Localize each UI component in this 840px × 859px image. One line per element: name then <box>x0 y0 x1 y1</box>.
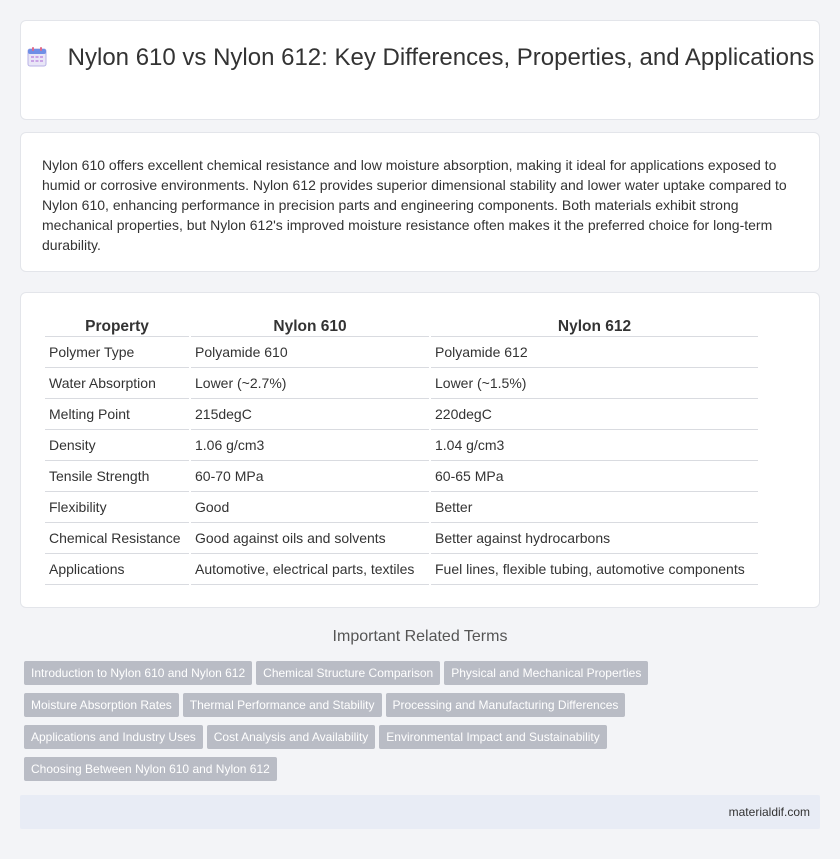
row-nylon-612-value: Better <box>431 492 758 523</box>
table-row <box>45 492 758 523</box>
header-nylon-612: Nylon 612 <box>431 316 758 337</box>
row-property: Water Absorption <box>45 368 189 399</box>
header-property: Property <box>45 316 189 337</box>
title-card <box>20 20 820 120</box>
comparison-table <box>43 316 760 585</box>
related-term-link[interactable]: Moisture Absorption Rates <box>24 693 179 717</box>
row-nylon-610-value: Polyamide 610 <box>191 337 429 368</box>
table-row <box>45 523 758 554</box>
header-nylon-610: Nylon 610 <box>191 316 429 337</box>
intro-paragraph: Nylon 610 offers excellent chemical resistance and low moisture absorption, making it ideal for applications exposed to humid or corrosive environments. Nylon 612 provides superior dimensional stability and lower water uptake compared to Nylon 610, enhancing performance in precision parts and engineering components. Both materials exhibit strong mechanical properties, but Nylon 612's improved moisture resistance often makes it the preferred choice for long-term durability. <box>42 157 787 253</box>
row-nylon-612-value: 1.04 g/cm3 <box>431 430 758 461</box>
row-nylon-610-value: Automotive, electrical parts, textiles <box>191 554 429 585</box>
related-term-link[interactable]: Thermal Performance and Stability <box>183 693 382 717</box>
row-property: Chemical Resistance <box>45 523 189 554</box>
related-term-link[interactable]: Choosing Between Nylon 610 and Nylon 612 <box>24 757 277 781</box>
row-nylon-610-value: Lower (~2.7%) <box>191 368 429 399</box>
row-nylon-612-value: Polyamide 612 <box>431 337 758 368</box>
related-term-link[interactable]: Processing and Manufacturing Differences <box>386 693 626 717</box>
title-wrap <box>21 43 819 72</box>
footer <box>20 795 820 829</box>
footer-site-link[interactable]: materialdif.com <box>728 805 810 819</box>
table-row <box>45 461 758 492</box>
table-header-row <box>45 316 758 337</box>
row-property: Polymer Type <box>45 337 189 368</box>
table-row <box>45 554 758 585</box>
row-nylon-610-value: Good against oils and solvents <box>191 523 429 554</box>
calendar-icon <box>26 46 48 68</box>
row-nylon-610-value: 215degC <box>191 399 429 430</box>
intro-card <box>20 132 820 272</box>
related-term-link[interactable]: Environmental Impact and Sustainability <box>379 725 606 749</box>
table-row <box>45 337 758 368</box>
related-terms-list <box>24 661 704 789</box>
table-row <box>45 368 758 399</box>
comparison-table-card <box>20 292 820 608</box>
row-property: Tensile Strength <box>45 461 189 492</box>
page-title <box>21 43 819 72</box>
row-nylon-612-value: Fuel lines, flexible tubing, automotive components <box>431 554 758 585</box>
related-term-link[interactable]: Applications and Industry Uses <box>24 725 203 749</box>
related-term-link[interactable]: Chemical Structure Comparison <box>256 661 440 685</box>
row-nylon-610-value: 60-70 MPa <box>191 461 429 492</box>
table-row <box>45 399 758 430</box>
row-nylon-612-value: Lower (~1.5%) <box>431 368 758 399</box>
row-property: Density <box>45 430 189 461</box>
row-nylon-612-value: 60-65 MPa <box>431 461 758 492</box>
row-nylon-610-value: 1.06 g/cm3 <box>191 430 429 461</box>
table-row <box>45 430 758 461</box>
related-term-link[interactable]: Introduction to Nylon 610 and Nylon 612 <box>24 661 252 685</box>
row-nylon-612-value: 220degC <box>431 399 758 430</box>
page-title-text: Nylon 610 vs Nylon 612: Key Differences, Properties, and Applications <box>67 44 815 71</box>
row-nylon-612-value: Better against hydrocarbons <box>431 523 758 554</box>
row-nylon-610-value: Good <box>191 492 429 523</box>
row-property: Applications <box>45 554 189 585</box>
related-terms-heading: Important Related Terms <box>332 628 508 645</box>
related-term-link[interactable]: Physical and Mechanical Properties <box>444 661 648 685</box>
row-property: Flexibility <box>45 492 189 523</box>
row-property: Melting Point <box>45 399 189 430</box>
related-term-link[interactable]: Cost Analysis and Availability <box>207 725 376 749</box>
